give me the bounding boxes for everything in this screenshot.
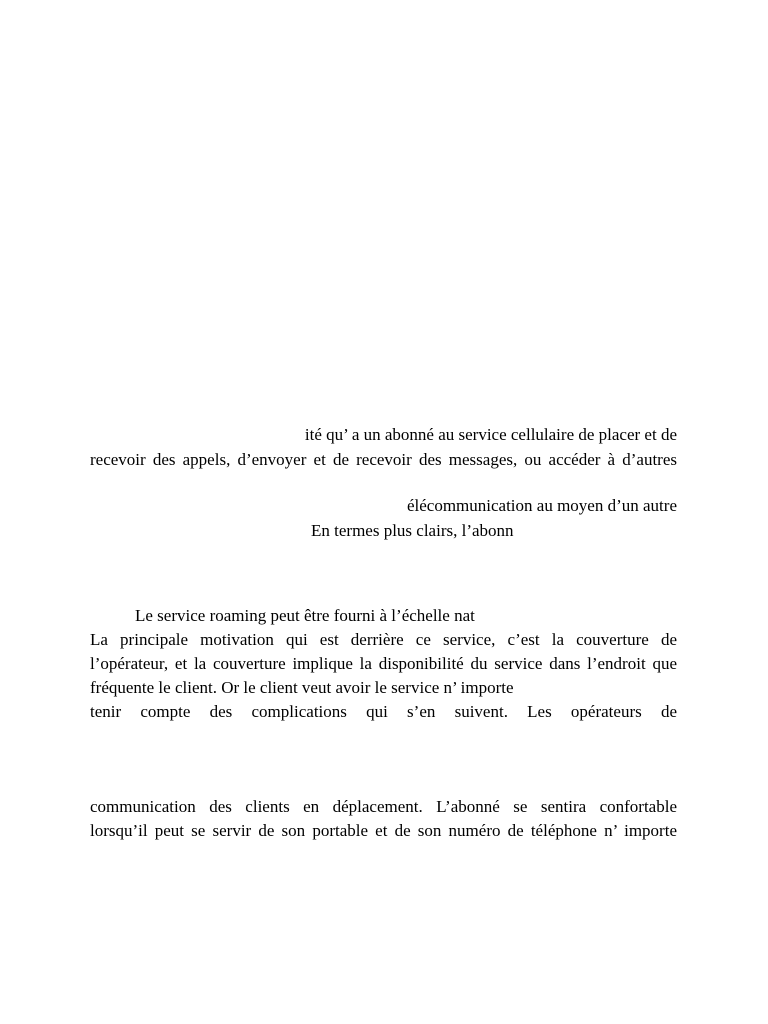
text-line-2: recevoir des appels, d’envoyer et de recevoir des messages, ou accéder à d’autres	[90, 450, 677, 469]
text-line-11: lorsqu’il peut se servir de son portable et de son numéro de téléphone n’ importe	[90, 821, 677, 840]
text-line-3: élécommunication au moyen d’un autre	[406, 496, 677, 515]
text-line-9: tenir compte des complications qui s’en suivent. Les opérateurs de	[90, 702, 677, 721]
text-line-8: fréquente le client. Or le client veut avoir le service n’ importe	[90, 678, 514, 697]
text-line-6: La principale motivation qui est derrière ce service, c’est la couverture de	[90, 630, 677, 649]
text-line-4: En termes plus clairs, l’abonn	[311, 521, 514, 540]
text-line-7: l’opérateur, et la couverture implique la disponibilité du service dans l’endroit que	[90, 654, 677, 673]
text-line-1: ité qu’ a un abonné au service cellulaire de placer et de	[304, 425, 677, 444]
text-line-10: communication des clients en déplacement. L’abonné se sentira confortable	[90, 797, 677, 816]
text-line-5: Le service roaming peut être fourni à l’échelle nat	[135, 606, 475, 625]
